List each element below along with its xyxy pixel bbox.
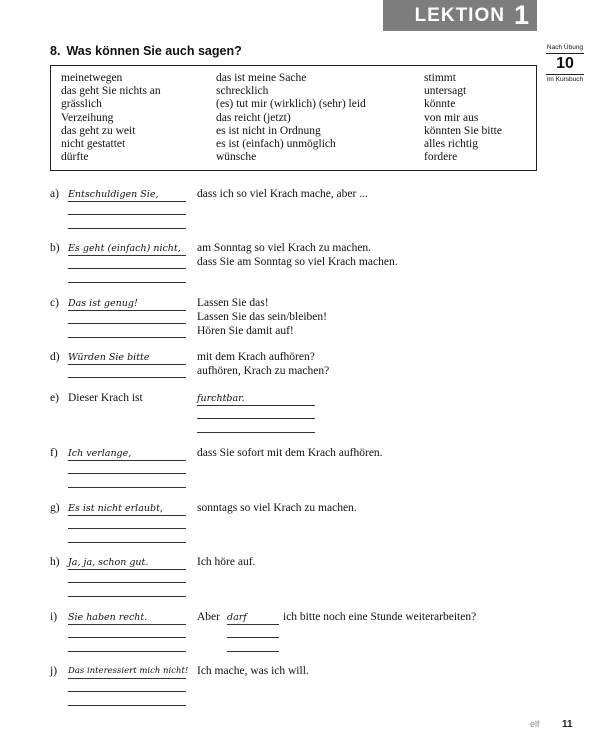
blank-line[interactable] — [68, 472, 186, 474]
item-label: a) — [50, 188, 59, 200]
blank-line[interactable] — [68, 281, 186, 283]
lesson-word: LEKTION — [414, 4, 505, 26]
blank-line[interactable] — [68, 541, 186, 543]
answer-field[interactable]: Ich verlange, — [68, 447, 186, 461]
word-item: alles richtig — [424, 138, 478, 151]
reference-top: Nach Übung — [546, 44, 584, 51]
sentence-text: dass ich so viel Krach mache, aber ... — [197, 188, 368, 200]
answer-field[interactable]: Ja, ja, schon gut. — [68, 556, 186, 570]
lesson-number: 1 — [513, 0, 529, 30]
exercise-title-text: Was können Sie auch sagen? — [66, 44, 242, 58]
sentence-text: Dieser Krach ist — [68, 392, 143, 404]
word-item: wünsche — [216, 151, 257, 164]
sentence-text: ich bitte noch eine Stunde weiterarbeiten? — [283, 611, 477, 623]
answer-field[interactable]: Sie haben recht. — [68, 611, 186, 625]
reference-bottom: im Kursbuch — [546, 76, 584, 83]
reference-number: 10 — [556, 55, 574, 72]
item-label: f) — [50, 447, 58, 459]
word-item: könnten Sie bitte — [424, 124, 502, 137]
exercise-number: 8. — [50, 44, 61, 58]
word-item: (es) tut mir (wirklich) (sehr) leid — [216, 98, 366, 111]
blank-line[interactable] — [197, 417, 315, 419]
word-item: das geht zu weit — [61, 124, 136, 137]
blank-line[interactable] — [68, 527, 186, 529]
answer-field[interactable]: Es geht (einfach) nicht, — [68, 242, 186, 256]
answer-field[interactable]: Das ist genug! — [68, 297, 186, 311]
word-item: das reicht (jetzt) — [216, 111, 291, 124]
divider — [546, 74, 584, 75]
answer-field[interactable]: Es ist nicht erlaubt, — [68, 502, 186, 516]
blank-line[interactable] — [68, 581, 186, 583]
item-label: c) — [50, 297, 59, 309]
page-number: 11 — [562, 719, 573, 730]
lesson-header — [383, 0, 537, 31]
word-item: es ist nicht in Ordnung — [216, 124, 321, 137]
sentence-text: aufhören, Krach zu machen? — [197, 365, 330, 377]
blank-line[interactable] — [227, 636, 279, 638]
coursebook-reference — [546, 44, 584, 84]
exercise-title — [50, 44, 242, 58]
item-label: g) — [50, 502, 60, 514]
sentence-text: Lassen Sie das! — [197, 297, 269, 309]
blank-line[interactable] — [68, 704, 186, 706]
blank-line[interactable] — [68, 267, 186, 269]
sentence-text: am Sonntag so viel Krach zu machen. — [197, 242, 372, 254]
item-label: j) — [50, 665, 58, 677]
sentence-text: Aber — [197, 611, 220, 623]
item-label: i) — [50, 611, 58, 623]
sentence-text: Ich höre auf. — [197, 556, 256, 568]
blank-line[interactable] — [68, 486, 186, 488]
sentence-text: sonntags so viel Krach zu machen. — [197, 502, 357, 514]
blank-line[interactable] — [68, 227, 186, 229]
page-number-word: elf — [530, 719, 540, 729]
word-item: von mir aus — [424, 111, 479, 124]
sentence-text: Ich mache, was ich will. — [197, 665, 309, 677]
answer-field[interactable]: Würden Sie bitte — [68, 351, 186, 365]
blank-line[interactable] — [68, 650, 186, 652]
word-box — [50, 65, 537, 171]
blank-line[interactable] — [197, 431, 315, 433]
word-item: Verzeihung — [61, 111, 114, 124]
blank-line[interactable] — [68, 595, 186, 597]
word-item: nicht gestattet — [61, 138, 126, 151]
blank-line[interactable] — [227, 650, 279, 652]
sentence-text: mit dem Krach aufhören? — [197, 351, 315, 363]
item-label: h) — [50, 556, 60, 568]
word-item: untersagt — [424, 85, 467, 98]
divider — [546, 53, 584, 54]
word-item: schrecklich — [216, 85, 269, 98]
word-item: fordere — [424, 151, 458, 164]
word-item: stimmt — [424, 72, 456, 84]
blank-line[interactable] — [68, 690, 186, 692]
word-item: grässlich — [61, 98, 102, 111]
blank-line[interactable] — [68, 336, 186, 338]
sentence-text: dass Sie am Sonntag so viel Krach machen. — [197, 256, 398, 268]
blank-line[interactable] — [68, 636, 186, 638]
answer-field[interactable]: Das interessiert mich nicht! — [68, 665, 186, 679]
sentence-text: Hören Sie damit auf! — [197, 325, 294, 337]
answer-field[interactable]: furchtbar. — [197, 392, 315, 406]
word-item: dürfte — [61, 151, 89, 164]
word-item: das geht Sie nichts an — [61, 85, 161, 98]
word-item: könnte — [424, 98, 456, 111]
blank-line[interactable] — [68, 376, 186, 378]
sentence-text: dass Sie sofort mit dem Krach aufhören. — [197, 447, 383, 459]
word-column-1 — [61, 72, 161, 164]
item-label: e) — [50, 392, 59, 404]
word-column-3 — [424, 72, 502, 164]
word-item: das ist meine Sache — [216, 72, 307, 84]
blank-line[interactable] — [68, 213, 186, 215]
blank-line[interactable] — [68, 322, 186, 324]
item-label: b) — [50, 242, 60, 254]
word-item: es ist (einfach) unmöglich — [216, 138, 336, 151]
sentence-text: Lassen Sie das sein/bleiben! — [197, 311, 327, 323]
item-label: d) — [50, 351, 60, 363]
answer-field[interactable]: Entschuldigen Sie, — [68, 188, 186, 202]
word-column-2 — [216, 72, 366, 164]
word-item: meinetwegen — [61, 72, 123, 84]
answer-field-darf[interactable]: darf — [227, 611, 279, 625]
